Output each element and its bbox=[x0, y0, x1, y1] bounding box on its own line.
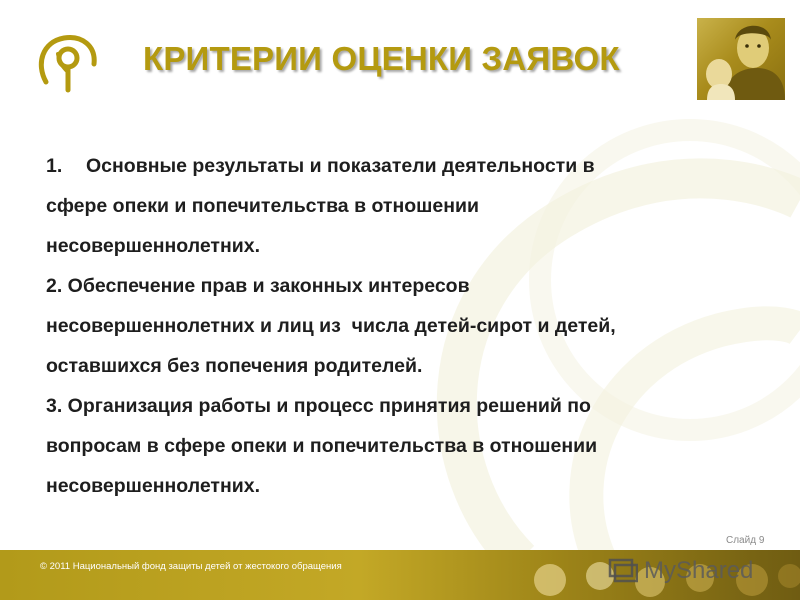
criteria-line: несовершеннолетних. bbox=[46, 475, 260, 497]
slide-number: Слайд 9 bbox=[726, 535, 765, 546]
criteria-item-3: 3. Организация работы и процесс принятия решений по bbox=[46, 395, 591, 417]
criteria-line: несовершеннолетних. bbox=[46, 235, 260, 257]
criteria-item-number: 1. bbox=[46, 155, 63, 177]
criteria-item-1 bbox=[46, 146, 736, 186]
myshared-watermark bbox=[608, 556, 753, 586]
myshared-logo-icon bbox=[608, 558, 638, 584]
criteria-line: оставшихся без попечения родителей. bbox=[46, 355, 423, 377]
criteria-line: Основные результаты и показатели деятельности в bbox=[86, 155, 595, 177]
myshared-text: MyShared bbox=[644, 557, 754, 584]
criteria-list bbox=[46, 146, 736, 506]
criteria-line: несовершеннолетних и лиц из числа детей-сирот и детей, bbox=[46, 315, 616, 337]
fund-logo-icon bbox=[36, 34, 100, 96]
page-title: КРИТЕРИИ ОЦЕНКИ ЗАЯВОК bbox=[143, 40, 620, 77]
criteria-item-2: 2. Обеспечение прав и законных интересов bbox=[46, 275, 470, 297]
father-child-photo bbox=[697, 18, 785, 100]
criteria-line: вопросам в сфере опеки и попечительства в отношении bbox=[46, 435, 598, 457]
copyright-text: © 2011 Национальный фонд защиты детей от жестокого обращения bbox=[40, 561, 342, 572]
criteria-line: сфере опеки и попечительства в отношении bbox=[46, 195, 479, 217]
footer-bar bbox=[0, 550, 800, 600]
